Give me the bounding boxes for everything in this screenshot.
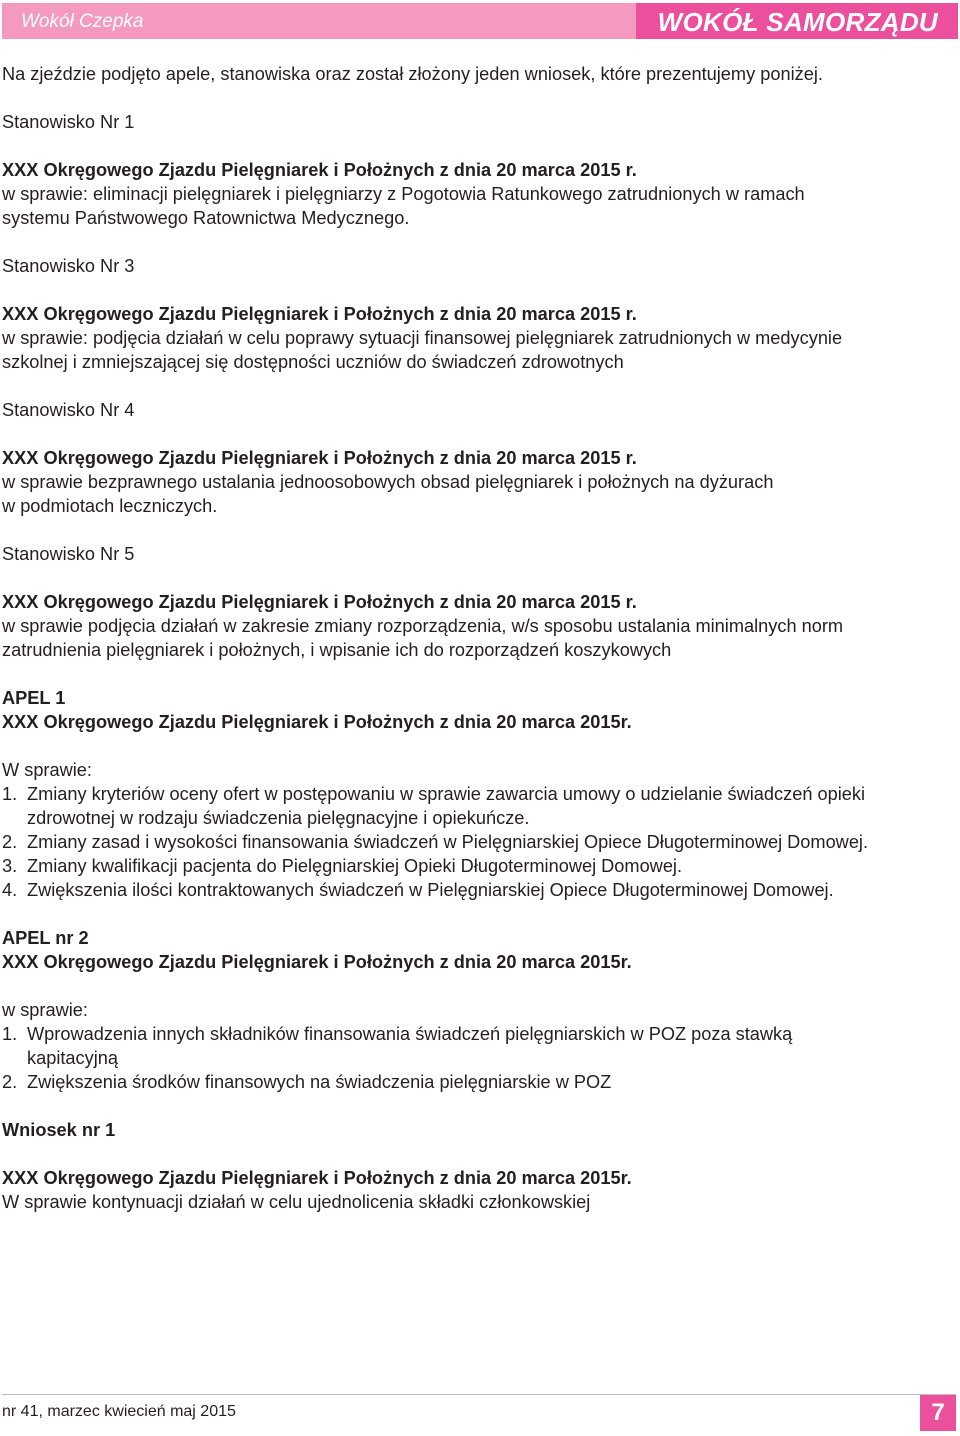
list-text: Zmiany kryteriów oceny ofert w postępowaniu w sprawie zawarcia umowy o udzielanie świadczeń opieki — [27, 784, 866, 804]
list-text: kapitacyjną — [27, 1048, 118, 1068]
intro-paragraph: Na zjeździe podjęto apele, stanowiska oraz został złożony jeden wniosek, które prezentujemy poniżej. — [2, 64, 823, 84]
list-text: Zmiany kwalifikacji pacjenta do Pielęgniarskiej Opieki Długoterminowej Domowej. — [27, 856, 683, 876]
section-text: zatrudnienia pielęgniarek i położnych, i wpisanie ich do rozporządzeń koszykowych — [2, 640, 672, 660]
list-item — [2, 782, 956, 830]
footer-issue: nr 41, marzec kwiecień maj 2015 — [2, 1403, 236, 1420]
section-text: w sprawie: podjęcia działań w celu poprawy sytuacji finansowej pielęgniarek zatrudnionych w medycynie — [2, 328, 843, 348]
section-subtitle: XXX Okręgowego Zjazdu Pielęgniarek i Położnych z dnia 20 marca 2015 r. — [2, 160, 637, 180]
article-body — [2, 62, 956, 1214]
list-item — [2, 830, 956, 854]
list-text: Zmiany zasad i wysokości finansowania świadczeń w Pielęgniarskiej Opiece Długoterminowej Domowej. — [27, 832, 869, 852]
section-title: Stanowisko Nr 3 — [2, 256, 135, 276]
section-text: w sprawie: eliminacji pielęgniarek i pielęgniarzy z Pogotowia Ratunkowego zatrudnionych w ramach — [2, 184, 805, 204]
section-text: w sprawie bezprawnego ustalania jednoosobowych obsad pielęgniarek i położnych na dyżurach — [2, 472, 774, 492]
section-subtitle: XXX Okręgowego Zjazdu Pielęgniarek i Położnych z dnia 20 marca 2015r. — [2, 1168, 632, 1188]
list-number: 4. — [2, 880, 18, 900]
section-subtitle: XXX Okręgowego Zjazdu Pielęgniarek i Położnych z dnia 20 marca 2015r. — [2, 952, 632, 972]
section-subtitle: XXX Okręgowego Zjazdu Pielęgniarek i Położnych z dnia 20 marca 2015 r. — [2, 304, 637, 324]
section-subtitle: XXX Okręgowego Zjazdu Pielęgniarek i Położnych z dnia 20 marca 2015r. — [2, 712, 632, 732]
list-item — [2, 1022, 956, 1070]
list-item — [2, 878, 956, 902]
section-subtitle: XXX Okręgowego Zjazdu Pielęgniarek i Położnych z dnia 20 marca 2015 r. — [2, 448, 637, 468]
section-title: Stanowisko Nr 5 — [2, 544, 135, 564]
list-text: Zwiększenia środków finansowych na świadczenia pielęgniarskie w POZ — [27, 1072, 612, 1092]
section-title: Wniosek nr 1 — [2, 1120, 116, 1140]
section-text: W sprawie kontynuacji działań w celu ujednolicenia składki członkowskiej — [2, 1192, 591, 1212]
list-item — [2, 854, 956, 878]
header-section-title: WOKÓŁ SAMORZĄDU — [636, 3, 958, 39]
section-text: w podmiotach leczniczych. — [2, 496, 218, 516]
section-title: Stanowisko Nr 1 — [2, 112, 135, 132]
list-text: Wprowadzenia innych składników finansowania świadczeń pielęgniarskich w POZ poza stawką — [27, 1024, 793, 1044]
footer-divider — [2, 1394, 956, 1395]
section-subtitle: XXX Okręgowego Zjazdu Pielęgniarek i Położnych z dnia 20 marca 2015 r. — [2, 592, 637, 612]
list-number: 1. — [2, 1024, 18, 1044]
header-left-title: Wokół Czepka — [21, 11, 144, 32]
section-title: Stanowisko Nr 4 — [2, 400, 135, 420]
section-title: APEL 1 — [2, 688, 66, 708]
page-number-badge: 7 — [920, 1395, 956, 1431]
apel2-list — [2, 1022, 956, 1094]
section-text: systemu Państwowego Ratownictwa Medycznego. — [2, 208, 410, 228]
section-title: APEL nr 2 — [2, 928, 89, 948]
list-number: 2. — [2, 832, 18, 852]
list-number: 1. — [2, 784, 18, 804]
list-number: 3. — [2, 856, 18, 876]
section-text: szkolnej i zmniejszającej się dostępności uczniów do świadczeń zdrowotnych — [2, 352, 624, 372]
apel1-list — [2, 782, 956, 902]
list-intro: W sprawie: — [2, 760, 92, 780]
list-item — [2, 1070, 956, 1094]
list-text: Zwiększenia ilości kontraktowanych świadczeń w Pielęgniarskiej Opiece Długoterminowej Domowej. — [27, 880, 834, 900]
list-number: 2. — [2, 1072, 18, 1092]
list-intro: w sprawie: — [2, 1000, 88, 1020]
page-header — [2, 3, 958, 39]
list-text: zdrowotnej w rodzaju świadczenia pielęgnacyjne i opiekuńcze. — [27, 808, 530, 828]
section-text: w sprawie podjęcia działań w zakresie zmiany rozporządzenia, w/s sposobu ustalania minimalnych norm — [2, 616, 844, 636]
